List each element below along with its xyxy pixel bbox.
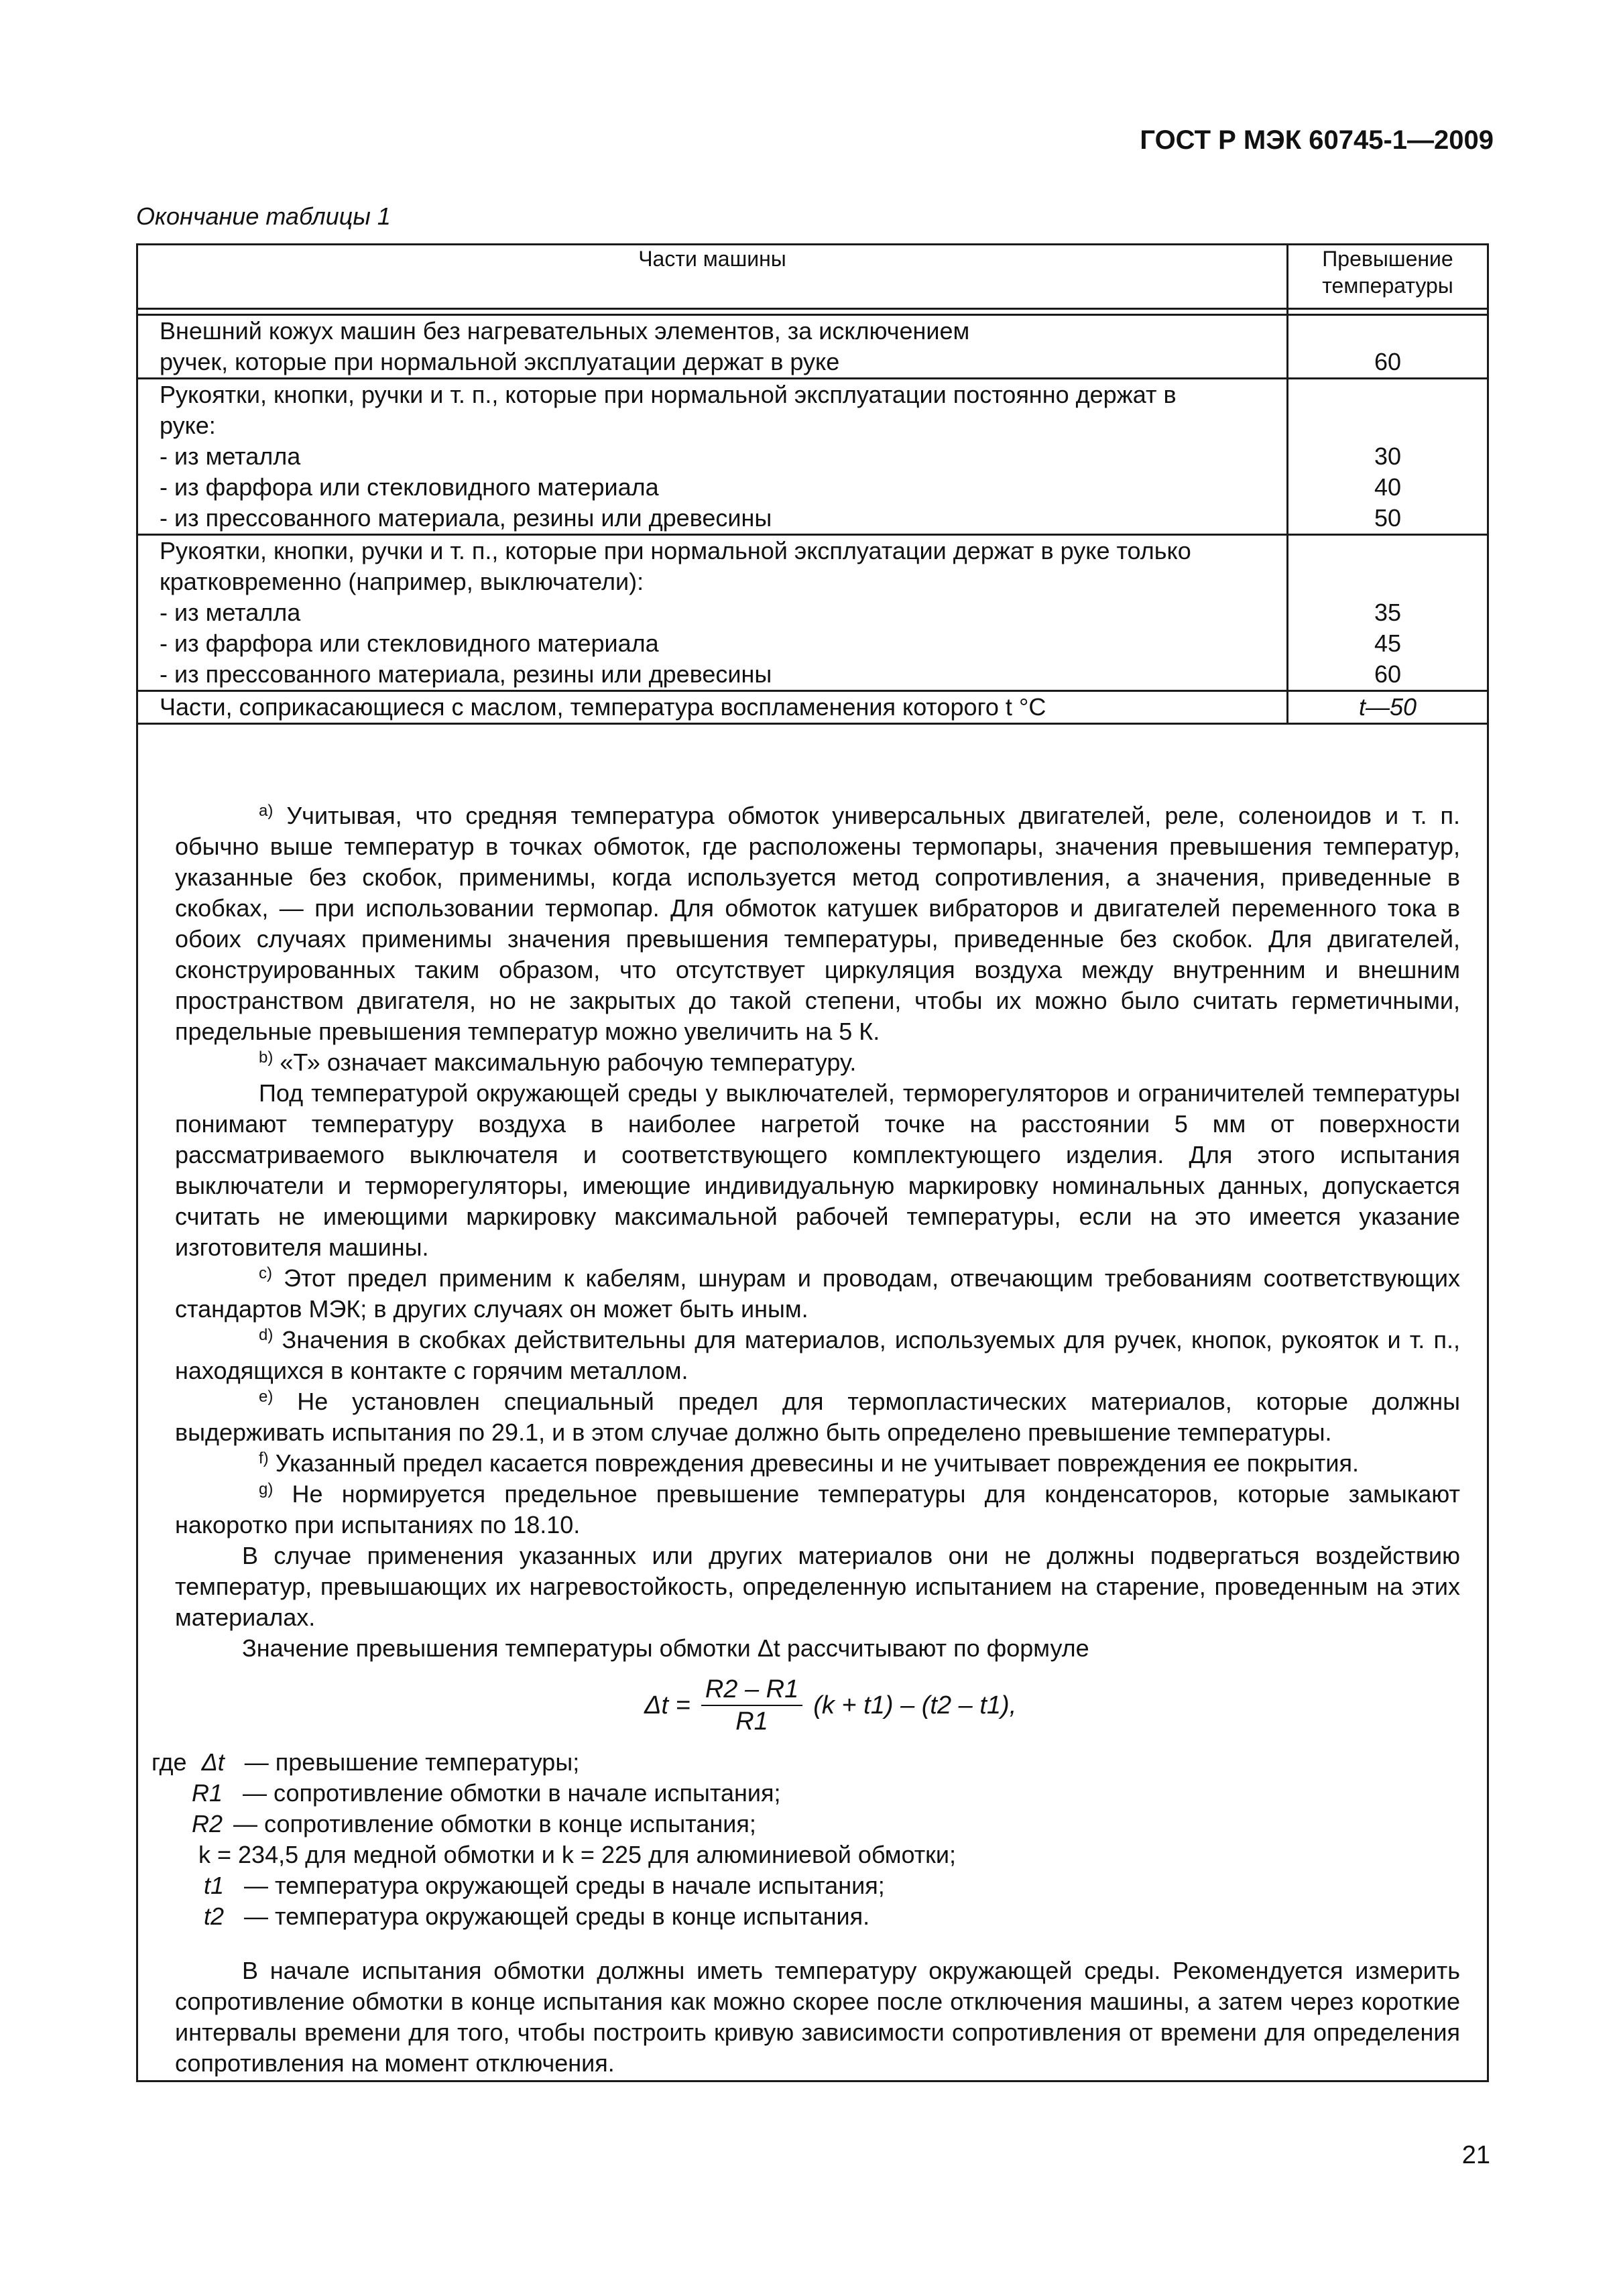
row-value: 60 — [1374, 660, 1402, 688]
table-row — [138, 379, 1487, 535]
row-value: 60 — [1374, 348, 1402, 375]
row-value: 30 — [1374, 442, 1402, 470]
definition-item: где Δt — превышение температуры; — [152, 1748, 580, 1776]
row-text: Рукоятки, кнопки, ручки и т. п., которые при нормальной эксплуатации держат в руке только — [160, 537, 1191, 564]
row-text: кратковременно (например, выключатели): — [160, 568, 644, 595]
row-text: - из прессованного материала, резины или древесины — [160, 504, 772, 532]
note-b: $^{b)}$ «Т» означает максимальную рабочую температуру. — [259, 1048, 857, 1076]
temperature-table — [138, 245, 1487, 725]
note-e: $^{e)}$ Не установлен специальный предел для термопластических материалов, которые должны выдерживать испытания по 29.1, и в этом случае должно быть определено превышение температуры. — [175, 1388, 1460, 1446]
table-caption: Окончание таблицы 1 — [136, 202, 391, 230]
paragraph-measurement: В начале испытания обмотки должны иметь температуру окружающей среды. Рекомендуется измерить сопротивление обмотки в конце испытания как можно скорее после отключения машины, а затем через короткие интервалы времени для того, чтобы построить кривую зависимости сопротивления от времени для определения сопротивления на момент отключения. — [175, 1957, 1460, 2077]
row-text: Внешний кожух машин без нагревательных элементов, за исключением — [160, 317, 970, 345]
temperature-rise-formula — [644, 1672, 1020, 1739]
paragraph-formula-intro: Значение превышения температуры обмотки Δt рассчитывают по формуле — [242, 1634, 1089, 1662]
row-value: 45 — [1374, 629, 1402, 657]
row-value: 40 — [1374, 473, 1402, 501]
row-text: ручек, которые при нормальной эксплуатации держат в руке — [160, 348, 840, 375]
row-text: - из фарфора или стекловидного материала — [160, 629, 659, 657]
row-text: руке: — [160, 412, 216, 439]
table-row — [138, 691, 1487, 724]
row-value: 35 — [1374, 599, 1402, 626]
note-f: $^{f)}$ Указанный предел касается повреждения древесины и не учитывает повреждения ее покрытия. — [259, 1449, 1359, 1477]
row-text: - из прессованного материала, резины или древесины — [160, 660, 772, 688]
table-row — [138, 535, 1487, 691]
definition-item: t2 — температура окружающей среды в конце испытания. — [204, 1902, 870, 1930]
note-a: $^{a)}$ Учитывая, что средняя температура обмоток универсальных двигателей, реле, соленоидов и т. п. обычно выше температур в точках обмоток, где расположены термопары, значения превышения температур, указанные без скобок, применимы, когда используется метод сопротивления, а значения, приведенные в скобках, — при использовании термопар. Для обмоток катушек вибраторов и двигателей переменного тока в обоих случаях применимы значения превышения температуры, приведенные без скобок. Для двигателей, сконструированных таким образом, что отсутствует циркуляция воздуха между внутренним и внешним пространством двигателя, но не закрытых до такой степени, чтобы их можно было считать герметичными, предельные превышения температур можно увеличить на 5 К. — [175, 802, 1460, 1045]
header-temperature-rise: Превышение температуры — [1322, 247, 1453, 298]
formula-numerator: R2 – R1 — [701, 1674, 802, 1706]
row-value: 50 — [1374, 504, 1402, 532]
definition-item: t1 — температура окружающей среды в начале испытания; — [204, 1872, 885, 1899]
formula-lhs: Δt = — [644, 1691, 690, 1719]
note-d: $^{d)}$ Значения в скобках действительны для материалов, используемых для ручек, кнопок, рукояток и т. п., находящихся в контакте с горячим металлом. — [175, 1326, 1460, 1384]
table-row — [138, 315, 1487, 379]
standard-header: ГОСТ Р МЭК 60745-1—2009 — [1140, 125, 1494, 155]
note-b-continued: Под температурой окружающей среды у выключателей, терморегуляторов и ограничителей температуры понимают температуру воздуха в наиболее нагретой точке на расстоянии 5 мм от поверхности рассматриваемого выключателя и соответствующего комплектующего изделия. Для этого испытания выключатели и терморегуляторы, имеющие индивидуальную маркировку номинальных данных, допускается считать не имеющими маркировку максимальной рабочей температуры, если на это имеется указание изготовителя машины. — [175, 1079, 1460, 1261]
definition-item: R1 — сопротивление обмотки в начале испытания; — [192, 1779, 781, 1807]
definition-item: k = 234,5 для медной обмотки и k = 225 для алюминиевой обмотки; — [198, 1841, 957, 1868]
formula-rest: (k + t1) – (t2 – t1), — [813, 1691, 1017, 1719]
definition-item: R2 — сопротивление обмотки в конце испытания; — [192, 1810, 756, 1837]
header-parts: Части машины — [138, 245, 1288, 309]
row-value: t—50 — [1358, 693, 1417, 721]
row-text: - из металла — [160, 442, 301, 470]
note-g: $^{g)}$ Не нормируется предельное превышение температуры для конденсаторов, которые замыкают накоротко при испытаниях по 18.10. — [175, 1480, 1460, 1538]
row-text: Рукоятки, кнопки, ручки и т. п., которые при нормальной эксплуатации постоянно держат в — [160, 381, 1177, 408]
table-frame — [136, 243, 1489, 2082]
table-notes — [175, 800, 1460, 1664]
page-number: 21 — [1461, 2141, 1490, 2169]
row-text: - из фарфора или стекловидного материала — [160, 473, 659, 501]
paragraph-materials: В случае применения указанных или других материалов они не должны подвергаться воздействию температур, превышающих их нагревостойкость, определенную испытанием на старение, проведенным на этих материалах. — [175, 1542, 1460, 1631]
row-text: - из металла — [160, 599, 301, 626]
row-text: Части, соприкасающиеся с маслом, температура воспламенения которого t °С — [160, 693, 1046, 721]
note-c: $^{c)}$ Этот предел применим к кабелям, шнурам и проводам, отвечающим требованиям соответствующих стандартов МЭК; в других случаях он может быть иным. — [175, 1264, 1460, 1323]
formula-denominator: R1 — [735, 1707, 768, 1736]
formula-fraction — [701, 1674, 802, 1737]
